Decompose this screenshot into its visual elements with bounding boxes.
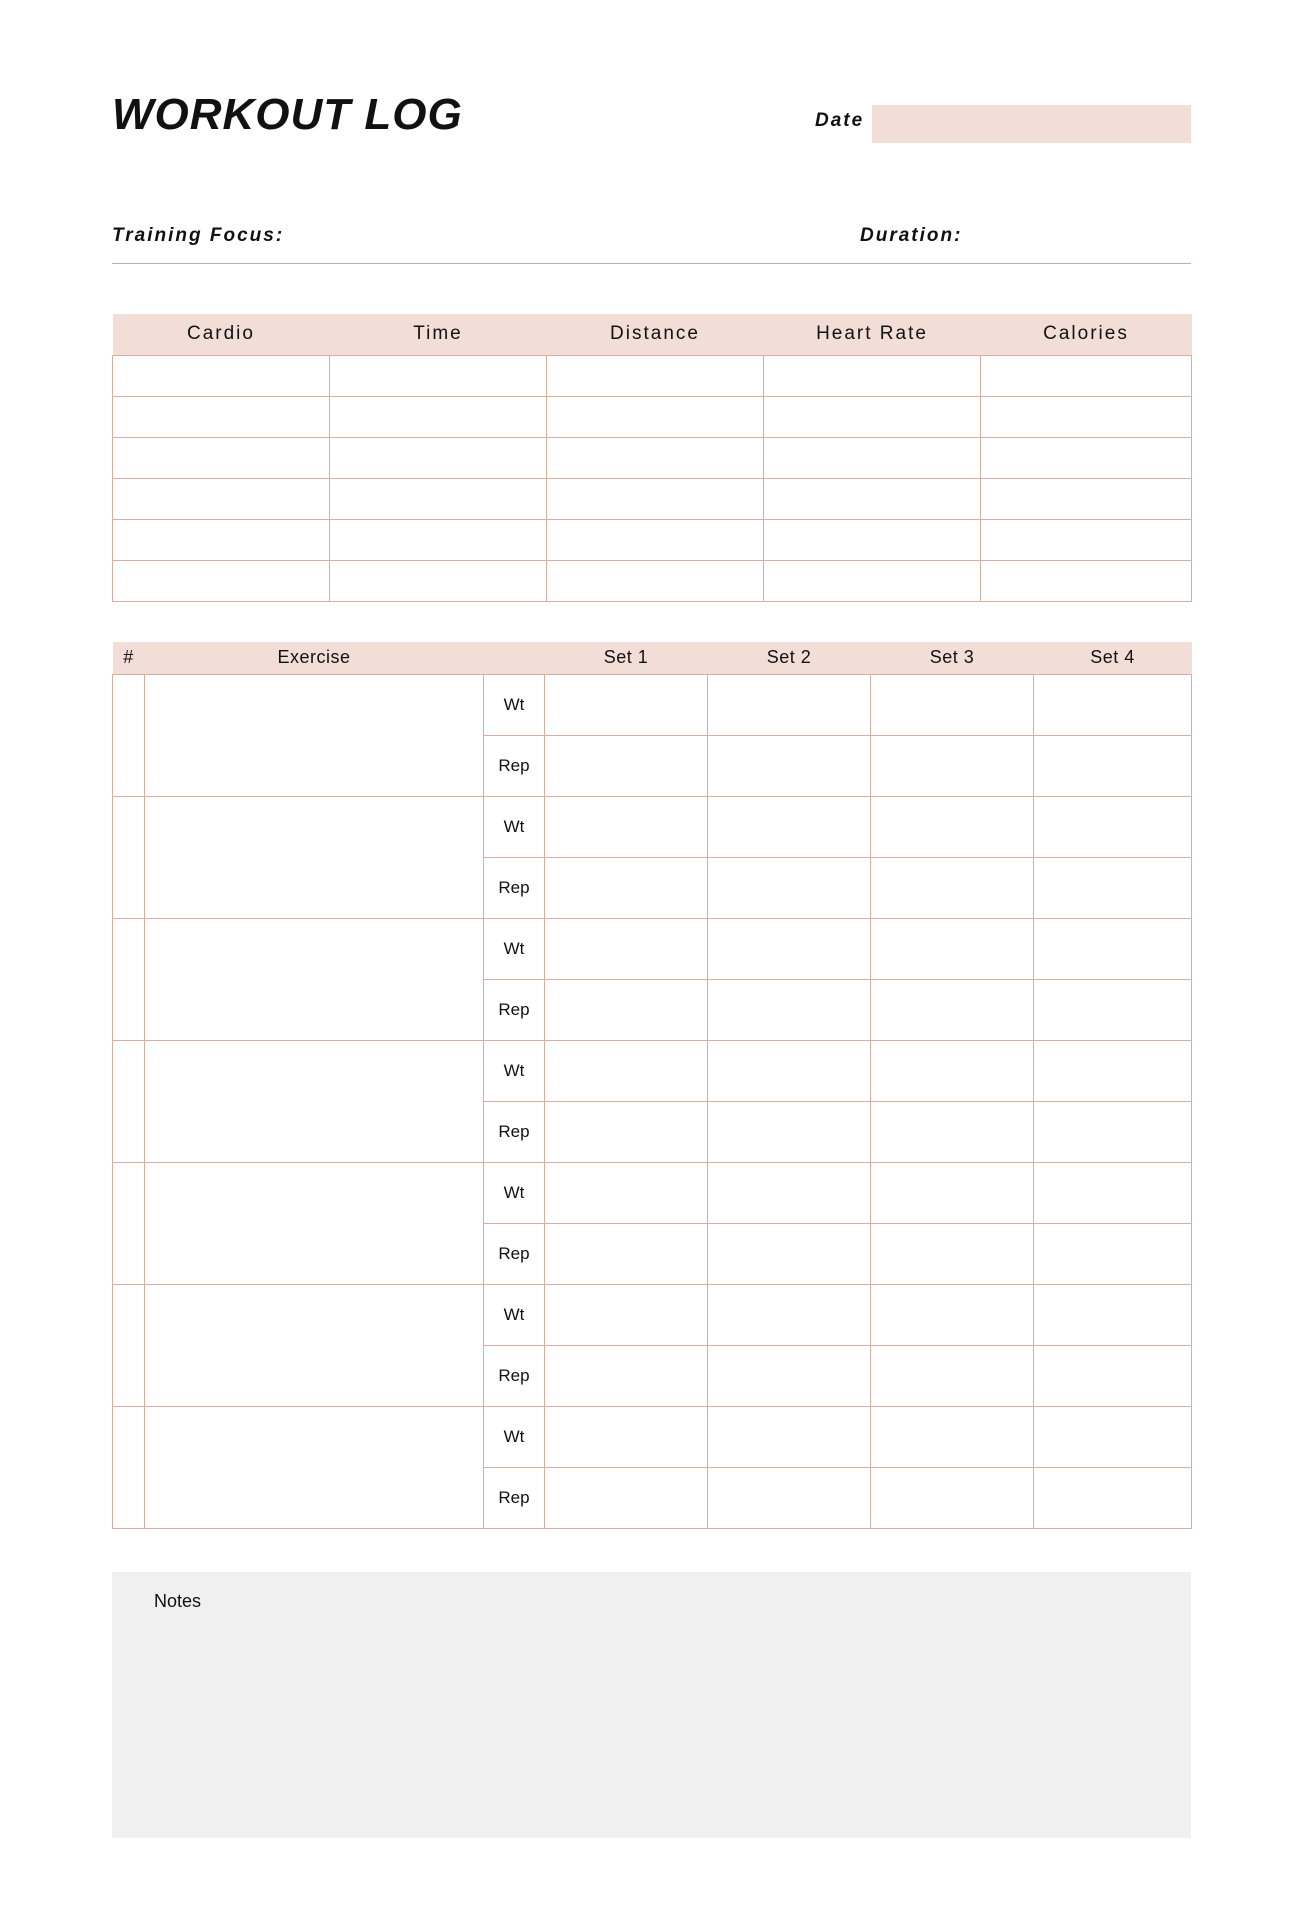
cardio-cell[interactable] [330,355,547,396]
set-cell[interactable] [871,857,1034,918]
set-cell[interactable] [871,1467,1034,1528]
cardio-cell[interactable] [113,560,330,601]
cardio-cell[interactable] [113,355,330,396]
cardio-header-distance: Distance [547,314,764,355]
set-cell[interactable] [708,1162,871,1223]
training-focus-label: Training Focus: [112,225,285,246]
cardio-cell[interactable] [330,437,547,478]
cardio-cell[interactable] [981,396,1192,437]
cardio-header-calories: Calories [981,314,1192,355]
cardio-table [112,314,1192,602]
cardio-cell[interactable] [764,478,981,519]
cardio-cell[interactable] [764,396,981,437]
cardio-cell[interactable] [547,355,764,396]
cardio-body [113,355,1192,601]
set-cell[interactable] [708,979,871,1040]
cardio-header-row [113,314,1192,355]
notes-label: Notes [154,1591,202,1611]
exercise-header-set-4: Set 4 [1034,642,1192,674]
set-cell[interactable] [871,1223,1034,1284]
exercise-weight-row [113,1284,1192,1345]
cardio-cell[interactable] [330,396,547,437]
set-cell[interactable] [1034,1162,1192,1223]
set-cell[interactable] [871,1101,1034,1162]
set-cell[interactable] [545,674,708,735]
exercise-name-cell[interactable] [145,1040,484,1162]
cardio-row [113,560,1192,601]
set-cell[interactable] [545,1284,708,1345]
exercise-number-cell[interactable] [113,1162,145,1284]
set-cell[interactable] [1034,1406,1192,1467]
cardio-row [113,396,1192,437]
set-cell[interactable] [871,1406,1034,1467]
set-cell[interactable] [1034,1040,1192,1101]
set-cell[interactable] [1034,796,1192,857]
exercise-body [113,674,1192,1528]
set-cell[interactable] [871,735,1034,796]
cardio-cell[interactable] [764,437,981,478]
cardio-cell[interactable] [981,355,1192,396]
exercise-header-set-2: Set 2 [708,642,871,674]
exercise-number-cell[interactable] [113,674,145,796]
exercise-weight-row [113,1406,1192,1467]
set-cell[interactable] [708,857,871,918]
set-cell[interactable] [545,1040,708,1101]
page-title: WORKOUT LOG [112,90,463,139]
set-cell[interactable] [708,1467,871,1528]
exercise-header-number: # [113,642,145,674]
exercise-number-cell[interactable] [113,796,145,918]
set-cell[interactable] [871,918,1034,979]
set-cell[interactable] [545,1406,708,1467]
exercise-name-cell[interactable] [145,674,484,796]
cardio-cell[interactable] [981,437,1192,478]
weight-label: Wt [484,918,545,979]
exercise-header-exercise: Exercise [145,642,484,674]
exercise-weight-row [113,796,1192,857]
cardio-row [113,355,1192,396]
set-cell[interactable] [545,1101,708,1162]
rep-label: Rep [484,735,545,796]
date-field[interactable] [872,105,1191,143]
exercise-header-row [113,642,1192,674]
cardio-cell[interactable] [547,437,764,478]
cardio-cell[interactable] [547,478,764,519]
set-cell[interactable] [708,1040,871,1101]
cardio-header-time: Time [330,314,547,355]
cardio-cell[interactable] [547,396,764,437]
header-divider [112,263,1191,264]
set-cell[interactable] [545,796,708,857]
set-cell[interactable] [708,674,871,735]
rep-label: Rep [484,1467,545,1528]
exercise-number-cell[interactable] [113,918,145,1040]
set-cell[interactable] [708,796,871,857]
cardio-header-cardio: Cardio [113,314,330,355]
set-cell[interactable] [1034,1101,1192,1162]
set-cell[interactable] [708,1406,871,1467]
set-cell[interactable] [545,979,708,1040]
set-cell[interactable] [545,1162,708,1223]
set-cell[interactable] [708,735,871,796]
set-cell[interactable] [1034,674,1192,735]
weight-label: Wt [484,796,545,857]
set-cell[interactable] [708,1284,871,1345]
set-cell[interactable] [1034,979,1192,1040]
exercise-name-cell[interactable] [145,918,484,1040]
rep-label: Rep [484,979,545,1040]
set-cell[interactable] [1034,1223,1192,1284]
set-cell[interactable] [871,979,1034,1040]
cardio-cell[interactable] [547,519,764,560]
cardio-cell[interactable] [113,396,330,437]
cardio-cell[interactable] [764,519,981,560]
exercise-header-set-1: Set 1 [545,642,708,674]
cardio-row [113,519,1192,560]
exercise-number-cell[interactable] [113,1040,145,1162]
weight-label: Wt [484,674,545,735]
set-cell[interactable] [545,1223,708,1284]
set-cell[interactable] [708,918,871,979]
set-cell[interactable] [545,857,708,918]
exercise-weight-row [113,1162,1192,1223]
exercise-header-type [484,642,545,674]
exercise-table [112,642,1192,1529]
cardio-row [113,437,1192,478]
set-cell[interactable] [545,1345,708,1406]
cardio-cell[interactable] [330,560,547,601]
weight-label: Wt [484,1040,545,1101]
rep-label: Rep [484,1101,545,1162]
set-cell[interactable] [545,1467,708,1528]
set-cell[interactable] [1034,918,1192,979]
set-cell[interactable] [545,918,708,979]
cardio-header-heart-rate: Heart Rate [764,314,981,355]
set-cell[interactable] [1034,857,1192,918]
exercise-name-cell[interactable] [145,796,484,918]
set-cell[interactable] [1034,1284,1192,1345]
notes-area[interactable] [112,1572,1191,1838]
set-cell[interactable] [871,1345,1034,1406]
cardio-cell[interactable] [981,478,1192,519]
set-cell[interactable] [545,735,708,796]
cardio-cell[interactable] [330,478,547,519]
exercise-name-cell[interactable] [145,1162,484,1284]
cardio-cell[interactable] [113,437,330,478]
cardio-cell[interactable] [764,355,981,396]
cardio-cell[interactable] [981,560,1192,601]
date-label: Date [815,110,865,131]
set-cell[interactable] [1034,1345,1192,1406]
set-cell[interactable] [871,1162,1034,1223]
weight-label: Wt [484,1406,545,1467]
cardio-cell[interactable] [330,519,547,560]
set-cell[interactable] [1034,1467,1192,1528]
rep-label: Rep [484,1345,545,1406]
cardio-cell[interactable] [764,560,981,601]
set-cell[interactable] [871,1040,1034,1101]
weight-label: Wt [484,1162,545,1223]
duration-label: Duration: [860,225,963,246]
cardio-row [113,478,1192,519]
cardio-cell[interactable] [981,519,1192,560]
rep-label: Rep [484,1223,545,1284]
set-cell[interactable] [1034,735,1192,796]
exercise-weight-row [113,918,1192,979]
exercise-header-set-3: Set 3 [871,642,1034,674]
exercise-number-cell[interactable] [113,1284,145,1406]
set-cell[interactable] [708,1223,871,1284]
cardio-cell[interactable] [547,560,764,601]
rep-label: Rep [484,857,545,918]
cardio-cell[interactable] [113,478,330,519]
exercise-weight-row [113,674,1192,735]
exercise-name-cell[interactable] [145,1284,484,1406]
set-cell[interactable] [708,1101,871,1162]
cardio-cell[interactable] [113,519,330,560]
set-cell[interactable] [871,674,1034,735]
set-cell[interactable] [871,1284,1034,1345]
exercise-weight-row [113,1040,1192,1101]
exercise-number-cell[interactable] [113,1406,145,1528]
set-cell[interactable] [871,796,1034,857]
exercise-name-cell[interactable] [145,1406,484,1528]
set-cell[interactable] [708,1345,871,1406]
weight-label: Wt [484,1284,545,1345]
